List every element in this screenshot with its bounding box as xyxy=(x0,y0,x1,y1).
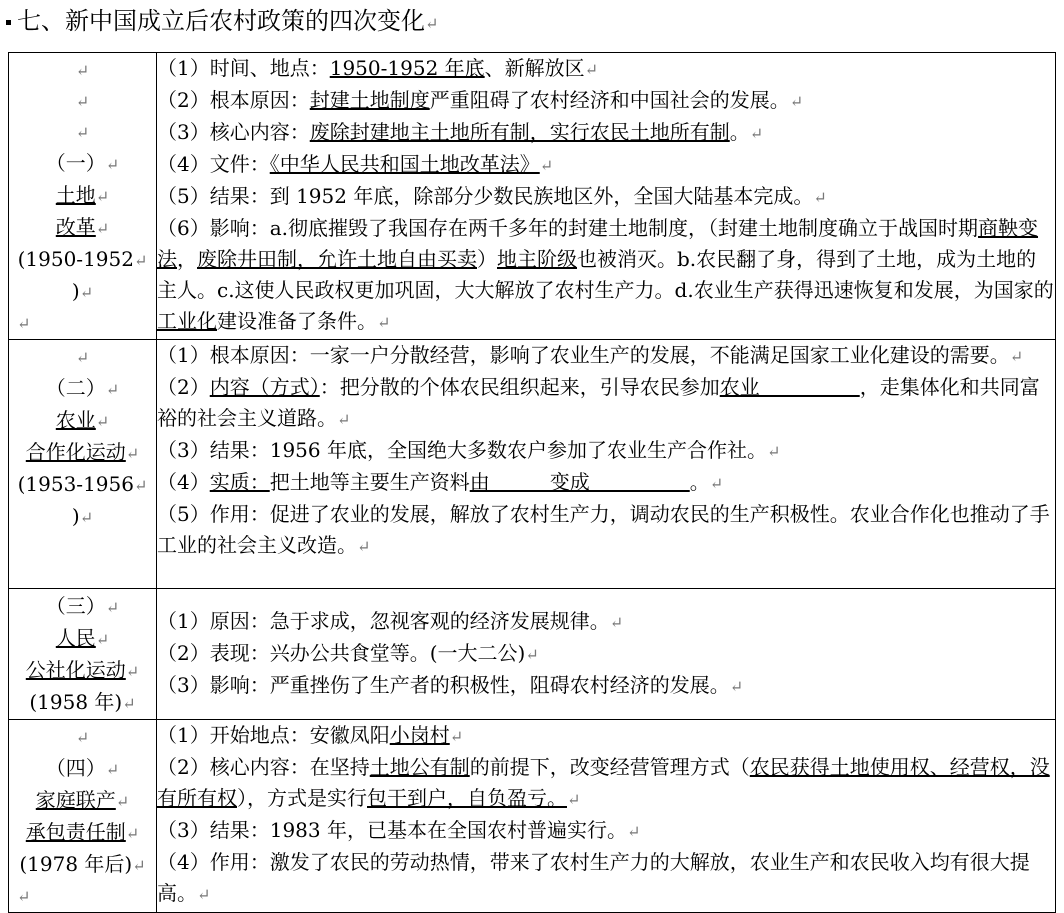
content-item: （1）时间、地点：1950-1952 年底、新解放区↵ xyxy=(157,56,599,80)
paragraph-mark-icon: ↵ xyxy=(105,760,120,779)
paragraph-mark-icon: ↵ xyxy=(105,155,120,174)
section-label-line: （二）↵ xyxy=(45,376,120,400)
paragraph-mark-icon: ↵ xyxy=(75,61,90,80)
paragraph-mark-icon: ↵ xyxy=(95,412,110,431)
paragraph-mark-icon: ↵ xyxy=(377,313,391,332)
paragraph-mark-icon: ↵ xyxy=(133,476,148,495)
section-label-cell xyxy=(9,589,157,720)
section-label-cell xyxy=(9,53,157,340)
paragraph-mark-icon: ↵ xyxy=(539,156,554,175)
paragraph-mark-icon: ↵ xyxy=(197,885,211,904)
content-item: （2）根本原因：封建土地制度严重阻碍了农村经济和中国社会的发展。↵ xyxy=(157,88,804,112)
paragraph-mark-icon: ↵ xyxy=(567,790,581,809)
section-label-line: （三）↵ xyxy=(45,594,120,618)
section-label-line: 家庭联产↵ xyxy=(35,788,130,812)
content-item: （3）影响：严重挫伤了生产者的积极性，阻碍农村经济的发展。↵ xyxy=(157,673,744,697)
paragraph-mark-icon: ↵ xyxy=(525,645,539,664)
paragraph-mark-icon: ↵ xyxy=(95,219,110,238)
content-item: （2）核心内容：在坚持土地公有制的前提下，改变经营管理方式（农民获得土地使用权、经营权，没有所有权），方式是实行包干到户，自负盈亏。↵ xyxy=(157,755,1050,810)
content-item: （4）文件：《中华人民共和国土地改革法》↵ xyxy=(157,152,554,176)
paragraph-mark-icon: ↵ xyxy=(609,613,624,632)
section-label-line: 农业↵ xyxy=(55,408,110,432)
section-label-line: （四）↵ xyxy=(45,756,120,780)
section-label-line: (1950-1952↵ xyxy=(17,247,148,271)
paragraph-mark-icon: ↵ xyxy=(357,537,371,556)
section-row xyxy=(9,720,1056,913)
content-item: （5）结果：到 1952 年底，除部分少数民族地区外，全国大陆基本完成。↵ xyxy=(157,184,827,208)
paragraph-mark-icon: ↵ xyxy=(115,792,130,811)
paragraph-mark-icon: ↵ xyxy=(449,727,464,746)
section-content-cell xyxy=(157,720,1056,913)
paragraph-mark-icon: ↵ xyxy=(584,60,599,79)
paragraph-mark-icon: ↵ xyxy=(17,314,31,333)
section-label-line: （一）↵ xyxy=(45,151,120,175)
section-label-cell xyxy=(9,720,157,913)
paragraph-mark-icon: ↵ xyxy=(75,348,90,367)
content-item: （3）结果：1983 年，已基本在全国农村普遍实行。↵ xyxy=(157,818,641,842)
section-row xyxy=(9,340,1056,589)
content-item: （1）开始地点：安徽凤阳小岗村↵ xyxy=(157,723,464,747)
section-label-line: )↵ xyxy=(71,279,94,303)
content-item: （6）影响：a.彻底摧毁了我国存在两千多年的封建土地制度，（封建土地制度确立于战国时期商鞅变法，废除井田制，允许土地自由买卖）地主阶级也被消灭。b.农民翻了身，得到了土地，成为土地的主人。c.这使人民政权更加巩固，大大解放了农村生产力。d.农业生产获得迅速恢复和发展，为国家的工业化建设准备了条件。↵ xyxy=(157,216,1054,333)
section-label-line: (1978 年后)↵ xyxy=(19,852,146,876)
paragraph-mark-icon: ↵ xyxy=(17,887,31,906)
content-item: （2）内容（方式）：把分散的个体农民组织起来，引导农民参加农业 ，走集体化和共同富裕的社会主义道路。↵ xyxy=(157,375,1040,430)
content-item: （3）核心内容：废除封建地主土地所有制，实行农民土地所有制。↵ xyxy=(157,120,764,144)
paragraph-mark-icon: ↵ xyxy=(337,410,351,429)
paragraph-mark-icon: ↵ xyxy=(729,677,744,696)
section-label-line: 改革↵ xyxy=(55,215,110,239)
paragraph-mark-icon: ↵ xyxy=(95,187,110,206)
paragraph-mark-icon: ↵ xyxy=(749,124,764,143)
section-row xyxy=(9,589,1056,720)
paragraph-mark-icon: ↵ xyxy=(75,728,90,747)
content-item: （4）作用：激发了农民的劳动热情，带来了农村生产力的大解放，农业生产和农民收入均有很大提高。↵ xyxy=(157,850,1030,905)
paragraph-mark-icon: ↵ xyxy=(105,380,120,399)
paragraph-mark-icon: ↵ xyxy=(95,630,110,649)
content-item: （5）作用：促进了农业的发展，解放了农村生产力，调动农民的生产积极性。农业合作化也推动了手工业的社会主义改造。↵ xyxy=(157,502,1050,557)
paragraph-mark-icon: ↵ xyxy=(122,694,136,713)
section-label-line: 合作化运动↵ xyxy=(25,440,140,464)
section-label-line: (1958 年)↵ xyxy=(29,690,136,714)
paragraph-mark-icon: ↵ xyxy=(813,188,827,207)
paragraph-mark-icon: ↵ xyxy=(133,251,148,270)
content-item: （1）根本原因：一家一户分散经营，影响了农业生产的发展，不能满足国家工业化建设的需要。↵ xyxy=(157,343,1024,367)
paragraph-mark-icon: ↵ xyxy=(766,442,781,461)
paragraph-mark-icon: ↵ xyxy=(79,283,94,302)
content-item: （4）实质：把土地等主要生产资料由 变成 。↵ xyxy=(157,470,724,494)
page-title: 七、新中国成立后农村政策的四次变化↵ xyxy=(6,4,438,41)
section-content-cell xyxy=(157,589,1056,720)
paragraph-mark-icon: ↵ xyxy=(125,662,140,681)
section-label-line: 人民↵ xyxy=(55,626,110,650)
section-label-line: 公社化运动↵ xyxy=(25,658,140,682)
paragraph-mark-icon: ↵ xyxy=(105,598,120,617)
content-item: （2）表现：兴办公共食堂等。(一大二公)↵ xyxy=(157,641,539,665)
paragraph-mark-icon: ↵ xyxy=(425,14,439,33)
bullet-icon xyxy=(6,20,11,25)
content-item: （3）结果：1956 年底，全国绝大多数农户参加了农业生产合作社。↵ xyxy=(157,438,781,462)
paragraph-mark-icon: ↵ xyxy=(79,508,94,527)
paragraph-mark-icon: ↵ xyxy=(75,92,90,111)
paragraph-mark-icon: ↵ xyxy=(709,474,724,493)
paragraph-mark-icon: ↵ xyxy=(626,822,641,841)
section-label-line: (1953-1956↵ xyxy=(17,472,148,496)
policy-table xyxy=(8,52,1056,913)
content-item: （1）原因：急于求成，忽视客观的经济发展规律。↵ xyxy=(157,609,624,633)
section-label-cell xyxy=(9,340,157,589)
paragraph-mark-icon: ↵ xyxy=(789,92,804,111)
section-content-cell xyxy=(157,53,1056,340)
section-label-line: 承包责任制↵ xyxy=(25,820,140,844)
paragraph-mark-icon: ↵ xyxy=(125,444,140,463)
paragraph-mark-icon: ↵ xyxy=(125,824,140,843)
section-row xyxy=(9,53,1056,340)
paragraph-mark-icon: ↵ xyxy=(75,123,90,142)
section-content-cell xyxy=(157,340,1056,589)
paragraph-mark-icon: ↵ xyxy=(132,856,146,875)
section-label-line: )↵ xyxy=(71,504,94,528)
paragraph-mark-icon: ↵ xyxy=(1009,347,1024,366)
section-label-line: 土地↵ xyxy=(55,183,110,207)
